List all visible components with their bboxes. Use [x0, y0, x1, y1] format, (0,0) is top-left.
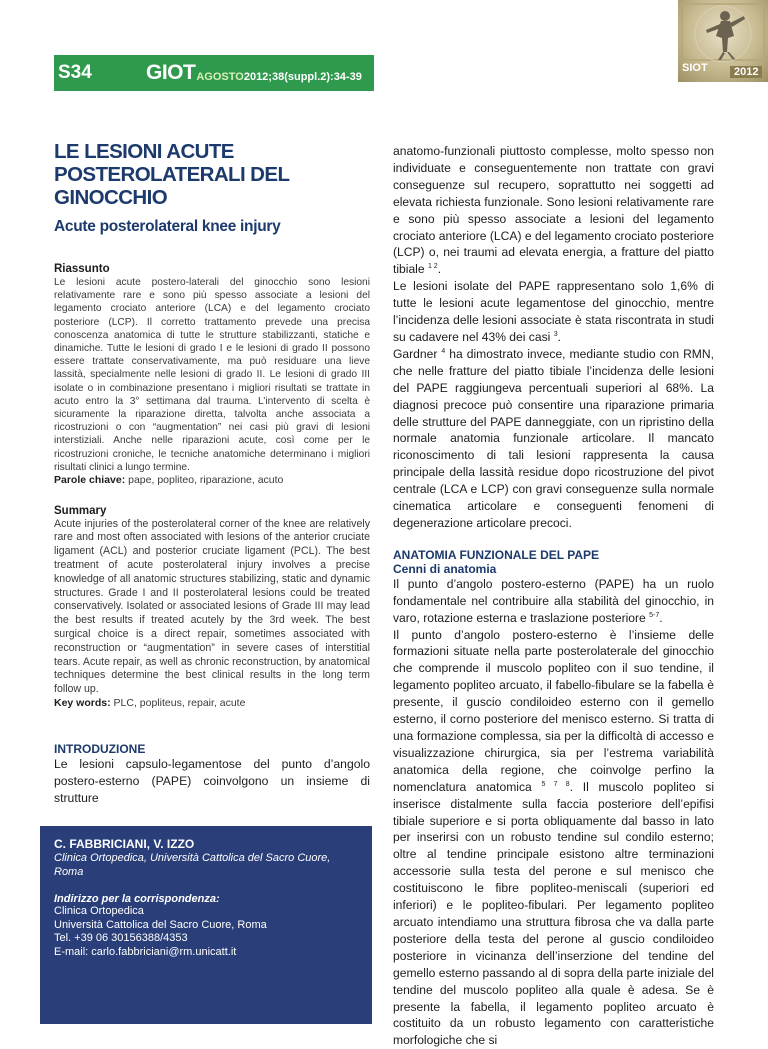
body-paragraph: Le lesioni isolate del PAPE rappresentano solo 1,6% di tutte le lesioni acute legamentose del ginocchio, mentre l’incidenza delle lesioni associate è stata riscontrata in studi su cadavere nel 43% dei casi $^3$. [393, 279, 714, 344]
reference: 5-7 [649, 611, 660, 619]
correspondence-heading: Indirizzo per la corrispondenza: [54, 893, 220, 905]
summary-text: Acute injuries of the posterolateral corner of the knee are relatively rare and most often associated with lesions of the anterior cruciate ligament (ACL) and posterior cruciate ligament (PCL). The best treatment of acute posterolateral injury involves a precise knowledge of all anatomic structures stabilizing, static and dynamic structures. Grade I and II posterolateral lesions could be treated conservatively. Isolated or associated lesions of Grade III may lead the best results if treated acutely by the 3rd week. The best surgical choice is a direct repair, sometimes associated with reconstruction or “augmentation” in severe cases of interstitial tears. Acute repair, as well as chronic reconstruction, by anatomical techniques determine the best clinical results in the long term follow up. [54, 517, 370, 696]
introduzione-text: Le lesioni capsulo-legamentose del punto d’angolo postero-esterno (PAPE) coinvolgono un insieme di strutture [54, 757, 370, 805]
keywords-values: pape, popliteo, riparazione, acuto [125, 474, 284, 487]
right-column [393, 143, 714, 1049]
introduzione-heading: INTRODUZIONE [54, 742, 146, 756]
subsection-heading-cenni: Cenni di anatomia [393, 561, 497, 576]
key-words-values: PLC, popliteus, repair, acute [110, 696, 246, 709]
journal-header-bar [54, 55, 374, 91]
correspondence-line: Università Cattolica del Sacro Cuore, Roma [54, 918, 267, 931]
riassunto-heading: Riassunto [54, 263, 110, 275]
congress-logo [678, 0, 768, 82]
left-column [54, 140, 370, 710]
page-number: S34 [58, 62, 92, 83]
correspondence-line: Clinica Ortopedica [54, 905, 144, 917]
body-paragraph: anatomo-funzionali piuttosto complesse, molto spesso non individuate e conseguentemente non trattate con gravi conseguenze sul recupero, soprattutto nei soggetti ad elevata richiesta funzionale. Sono lesioni relativamente rare e sono più spesso associate a lesioni del legamento crociato anteriore (LCA) e del legamento crociato posteriore (LCP) o, nei traumi ad elevata energia, a fratture del piatto tibiale $^{1 2}$. [393, 144, 714, 277]
reference: 1 2 [427, 263, 438, 271]
riassunto-text: Le lesioni acute postero-laterali del ginocchio sono lesioni relativamente rare e sono più spesso associate a lesioni del legamento crociato anteriore (LCA) e del legamento crociato posteriore (LCP). Il corretto trattamento prevede una precisa conoscenza anatomica di tutte le strutture stabilizzanti, statiche e dinamiche. Tutte le lesioni di grado I e le lesioni di grado II possono essere trattate conservativamente, ma può residuare una lieve lassità, specialmente nelle lesioni di grado II. Le lesioni di grado III isolate o in combinazione presentano i migliori risultati se trattate in acuto entro la 3° settimana dal trauma. L’intervento di scelta è sicuramente la riparazione diretta, talvolta anche associata a ricostruzioni o con “augmentation” nei casi più gravi di lesioni interstiziali. Anche nelle riparazioni acute, così come per le ricostruzioni croniche, le tecniche anatomiche determinano i migliori risultati clinici a lungo termine. [54, 277, 370, 473]
reference: 5 7 8 [541, 780, 570, 788]
riassunto-keywords [54, 474, 370, 488]
article-subtitle: Acute posterolateral knee injury [54, 218, 281, 235]
affiliation: Clinica Ortopedica, Università Cattolica del Sacro Cuore, Roma [54, 852, 331, 878]
keywords-label: Parole chiave: [54, 474, 126, 487]
author-box [40, 826, 372, 1024]
logo-year: 2012 [730, 66, 762, 78]
reference: 4 [441, 347, 446, 355]
summary-heading: Summary [54, 504, 107, 517]
reference: 3 [553, 330, 558, 338]
body-paragraph: Il punto d’angolo postero-esterno (PAPE) ha un ruolo fondamentale nel contribuire alla stabilità del ginocchio, in varo, rotazione esterna e traslazione posteriore $^{5-7}$. [393, 576, 714, 625]
article-title: LE LESIONI ACUTE POSTEROLATERALI DEL GINOCCHIO [54, 140, 289, 209]
journal-issue [196, 71, 361, 83]
journal-volume: 2012;38(suppl.2):34-39 [243, 71, 362, 83]
body-paragraph: Gardner $^4$ ha dimostrato invece, mediante studio con RMN, che nelle fratture del piatto tibiale l’incidenza delle lesioni del PAPE raggiungeva percentuali superiori al 68%. La diagnosi precoce può consentire una riparazione primaria delle strutture del PAPE danneggiate, con un ripristino della normale anatomia funzionale articolare. Il mancato riconoscimento di tali lesioni rappresenta la causa principale della lassità residue dopo ricostruzione del pivot centrale (LCA e LCP) con gravi conseguenze sulla normale cinematica articolare e conseguenti fenomeni di degenerazione articolare precoci. [393, 346, 714, 530]
summary-keywords [54, 697, 370, 711]
journal-month: AGOSTO [196, 71, 244, 83]
key-words-label: Key words: [54, 696, 111, 709]
correspondence-email[interactable]: E-mail: carlo.fabbriciani@rm.unicatt.it [54, 945, 237, 958]
section-heading-anatomia: ANATOMIA FUNZIONALE DEL PAPE [393, 547, 600, 562]
logo-text: SIOT [682, 62, 708, 74]
correspondence-phone: Tel. +39 06 30156388/4353 [54, 932, 188, 944]
journal-name: GIOT [146, 61, 196, 84]
body-paragraph: Il punto d’angolo postero-esterno è l’insieme delle formazioni situate nella parte posterolaterale del ginocchio che comprende il muscolo popliteo con il suo tendine, il legamento popliteo arcuato, il fabello-fibulare se la fabella è presente, il guscio condiloideo esterno con il gemello esterno, il corno posteriore del menisco esterno. Si tratta di una formazione complessa, sia per la difficoltà di accesso e visualizzazione chirurgica, sia per l’estrema variabilità anatomica della regione, che coinvolge perfino la nomenclatura anatomica $^{5 7 8}$. Il muscolo popliteo si inserisce distalmente sulla faccia posteriore dell’epifisi tibiale superiore e si porta obliquamente dal basso in lato per inserirsi con un robusto tendine sul condilo esterno; oltre al tendine principale esistono altre terminazioni accessorie sulla testa del perone e sul menisco che costituiscono le fibre popliteo-meniscali (superiori ed inferiori) e le popliteo-fibulari. Per legamento popliteo arcuato intendiamo una struttura fibrosa che va dalla parte posteriore della testa del perone al guscio condiloideo posteriore in vicinanza dell’inserzione del tendine del gemello esterno passando al di sopra della parte iniziale del tendine del muscolo popliteo alla quale è adesa. Se è presente la fabella, il legamento popliteo arcuato è costituito da un robusto legamento con caratteristiche morfologiche che si [393, 627, 715, 1048]
authors: C. FABBRICIANI, V. IZZO [54, 837, 195, 851]
